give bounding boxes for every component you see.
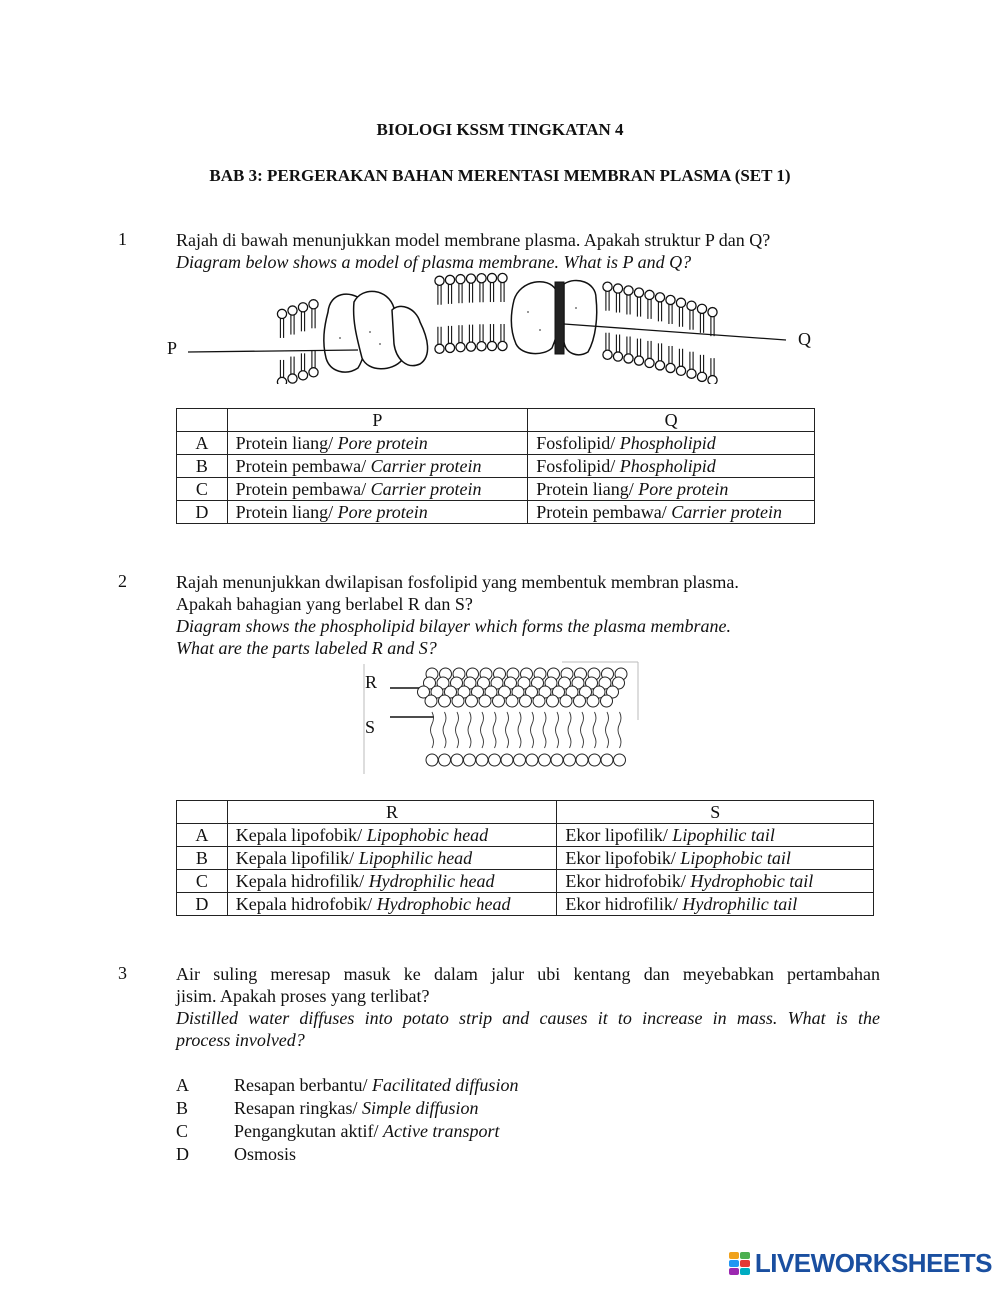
table-cell-s: Ekor lipofilik/ Lipophilic tail (557, 824, 874, 847)
label-q: Q (798, 329, 811, 349)
phospholipid-head (687, 301, 696, 310)
table-header-cell (177, 409, 228, 432)
phospholipid-head (574, 695, 586, 707)
option-letter: A (177, 432, 228, 455)
phospholipid-head (603, 350, 612, 359)
phospholipid-head (456, 343, 465, 352)
phospholipid-head (288, 374, 297, 383)
question-3-options (176, 1074, 518, 1166)
phospholipid-tail (618, 712, 621, 748)
phospholipid-head (514, 754, 526, 766)
phospholipid-head (601, 695, 613, 707)
label-q-pointer-line (560, 320, 790, 344)
label-r: R (365, 672, 378, 692)
table-row (177, 432, 815, 455)
phospholipid-head (613, 352, 622, 361)
phospholipid-head (479, 695, 491, 707)
phospholipid-head (645, 290, 654, 299)
phospholipid-head (466, 274, 475, 283)
phospholipid-tail (456, 712, 459, 748)
phospholipid-head (426, 754, 438, 766)
phospholipid-head (564, 754, 576, 766)
question-2-text-ms-1: Rajah menunjukkan dwilapisan fosfolipid yang membentuk membran plasma. (176, 572, 739, 592)
phospholipid-head (708, 376, 717, 384)
phospholipid-tail (556, 712, 559, 748)
table-header-row (177, 409, 815, 432)
question-number-2: 2 (118, 571, 127, 591)
phospholipid-head (539, 754, 551, 766)
phospholipid-head (576, 754, 588, 766)
phospholipid-head (687, 369, 696, 378)
phospholipid-head (624, 354, 633, 363)
logo-icon (729, 1252, 751, 1276)
logo-text: LIVEWORKSHEETS (754, 1248, 992, 1278)
table-cell-p: Protein pembawa/ Carrier protein (227, 478, 528, 501)
phospholipid-tail (506, 712, 509, 748)
phospholipid-head (676, 366, 685, 375)
phospholipid-head (477, 342, 486, 351)
table-cell-r: Kepala lipofobik/ Lipophobic head (227, 824, 557, 847)
phospholipid-head (697, 372, 706, 381)
phospholipid-tail (443, 712, 446, 748)
label-s: S (365, 717, 376, 737)
table-header-cell: Q (528, 409, 815, 432)
table-cell-q: Protein liang/ Pore protein (528, 478, 815, 501)
phospholipid-head (477, 274, 486, 283)
phospholipid-tail (593, 712, 596, 748)
table-cell-s: Ekor hidrofobik/ Hydrophobic tail (557, 870, 874, 893)
label-p-pointer-line (186, 344, 362, 356)
table-cell-s: Ekor hidrofilik/ Hydrophilic tail (557, 893, 874, 916)
phospholipid-head (655, 293, 664, 302)
phospholipid-head (603, 282, 612, 291)
table-row (177, 824, 874, 847)
phospholipid-head (487, 273, 496, 282)
table-row (177, 478, 815, 501)
phospholipid-head (277, 377, 286, 384)
phospholipid-head (487, 341, 496, 350)
option-letter: D (177, 501, 228, 524)
phospholipid-head (456, 275, 465, 284)
phospholipid-tail (493, 712, 496, 748)
question-number-3: 3 (118, 963, 127, 983)
option-letter: C (177, 478, 228, 501)
phospholipid-head (708, 308, 717, 317)
option-letter: A (177, 824, 228, 847)
phospholipid-head (439, 754, 451, 766)
phospholipid-tail (606, 712, 609, 748)
phospholipid-head (435, 344, 444, 353)
question-3-text-en-2: process involved? (176, 1030, 305, 1050)
table-header-cell (177, 801, 228, 824)
phospholipid-head (560, 695, 572, 707)
option-letter: D (177, 893, 228, 916)
phospholipid-head (464, 754, 476, 766)
option-letter: C (177, 870, 228, 893)
question-3-text-en-1: Distilled water diffuses into potato strip and causes it to increase in mass. What is the (176, 1008, 880, 1028)
phospholipid-tail (481, 712, 484, 748)
phospholipid-tail (431, 712, 434, 748)
phospholipid-head (298, 303, 307, 312)
label-p: P (167, 338, 178, 358)
phospholipid-head (445, 275, 454, 284)
question-2-text-en-1: Diagram shows the phospholipid bilayer which forms the plasma membrane. (176, 616, 731, 636)
table-cell-r: Kepala hidrofobik/ Hydrophobic head (227, 893, 557, 916)
page-subtitle: BAB 3: PERGERAKAN BAHAN MERENTASI MEMBRAN PLASMA (SET 1) (209, 166, 791, 185)
table-cell-s: Ekor lipofobik/ Lipophobic tail (557, 847, 874, 870)
table-header-cell: R (227, 801, 557, 824)
phospholipid-head (526, 754, 538, 766)
phospholipid-head (498, 341, 507, 350)
question-3-text-ms-1: Air suling meresap masuk ke dalam jalur ubi kentang dan meyebabkan pertambahan (176, 964, 880, 984)
table-row (177, 870, 874, 893)
phospholipid-tail (468, 712, 471, 748)
phospholipid-head (277, 309, 286, 318)
table-row (177, 847, 874, 870)
phospholipid-head (445, 343, 454, 352)
phospholipid-bilayer-diagram (362, 660, 640, 778)
phospholipid-head (601, 754, 613, 766)
phospholipid-head (506, 695, 518, 707)
phospholipid-head (551, 754, 563, 766)
answer-table-q1 (176, 408, 815, 524)
table-row (177, 455, 815, 478)
phospholipid-head (466, 695, 478, 707)
phospholipid-head (655, 361, 664, 370)
page-title: BIOLOGI KSSM TINGKATAN 4 (376, 120, 624, 139)
question-2-text-ms-2: Apakah bahagian yang berlabel R dan S? (176, 594, 473, 614)
table-row (177, 893, 874, 916)
table-header-cell: P (227, 409, 528, 432)
phospholipid-head (451, 754, 463, 766)
phospholipid-tail (518, 712, 521, 748)
phospholipid-head (439, 695, 451, 707)
phospholipid-head (624, 286, 633, 295)
phospholipid-head (501, 754, 513, 766)
phospholipid-head (613, 284, 622, 293)
phospholipid-head (533, 695, 545, 707)
table-cell-p: Protein pembawa/ Carrier protein (227, 455, 528, 478)
phospholipid-head (489, 754, 501, 766)
phospholipid-head (298, 371, 307, 380)
table-header-cell: S (557, 801, 874, 824)
question-1-text-en: Diagram below shows a model of plasma membrane. What is P and Q? (176, 252, 692, 272)
phospholipid-head (498, 273, 507, 282)
phospholipid-head (587, 695, 599, 707)
phospholipid-head (634, 288, 643, 297)
question-2-text-en-2: What are the parts labeled R and S? (176, 638, 437, 658)
phospholipid-tail (531, 712, 534, 748)
phospholipid-head (614, 754, 626, 766)
phospholipid-head (520, 695, 532, 707)
phospholipid-head (493, 695, 505, 707)
option-d[interactable]: D Osmosis (176, 1144, 297, 1164)
option-b[interactable]: B Resapan ringkas/ Simple diffusion (176, 1098, 479, 1118)
phospholipid-tail (568, 712, 571, 748)
phospholipid-head (634, 356, 643, 365)
phospholipid-head (425, 695, 437, 707)
question-2-text (176, 571, 739, 659)
answer-table-q2 (176, 800, 874, 916)
table-cell-r: Kepala lipofilik/ Lipophilic head (227, 847, 557, 870)
phospholipid-head (466, 342, 475, 351)
phospholipid-tail (581, 712, 584, 748)
phospholipid-head (288, 306, 297, 315)
phospholipid-head (547, 695, 559, 707)
table-cell-q: Fosfolipid/ Phospholipid (528, 455, 815, 478)
phospholipid-head (309, 300, 318, 309)
table-cell-p: Protein liang/ Pore protein (227, 501, 528, 524)
option-letter: B (177, 847, 228, 870)
liveworksheets-logo (729, 1248, 992, 1279)
option-c[interactable]: C Pengangkutan aktif/ Active transport (176, 1121, 500, 1141)
phospholipid-head (676, 298, 685, 307)
phospholipid-head (645, 358, 654, 367)
table-header-row (177, 801, 874, 824)
phospholipid-head (666, 295, 675, 304)
table-row (177, 501, 815, 524)
table-cell-q: Protein pembawa/ Carrier protein (528, 501, 815, 524)
question-3-text (176, 963, 880, 1051)
question-number-1: 1 (118, 229, 127, 249)
phospholipid-head (435, 276, 444, 285)
table-cell-p: Protein liang/ Pore protein (227, 432, 528, 455)
question-3-text-ms-2: jisim. Apakah proses yang terlibat? (176, 986, 430, 1006)
phospholipid-head (697, 304, 706, 313)
option-letter: B (177, 455, 228, 478)
option-a[interactable]: A Resapan berbantu/ Facilitated diffusion (176, 1075, 519, 1095)
phospholipid-head (666, 363, 675, 372)
phospholipid-tail (543, 712, 546, 748)
phospholipid-head (476, 754, 488, 766)
question-1-text (176, 229, 770, 273)
question-1-text-ms: Rajah di bawah menunjukkan model membrane plasma. Apakah struktur P dan Q? (176, 230, 771, 250)
phospholipid-head (589, 754, 601, 766)
table-cell-r: Kepala hidrofilik/ Hydrophilic head (227, 870, 557, 893)
table-cell-q: Fosfolipid/ Phospholipid (528, 432, 815, 455)
phospholipid-head (452, 695, 464, 707)
phospholipid-head (309, 368, 318, 377)
